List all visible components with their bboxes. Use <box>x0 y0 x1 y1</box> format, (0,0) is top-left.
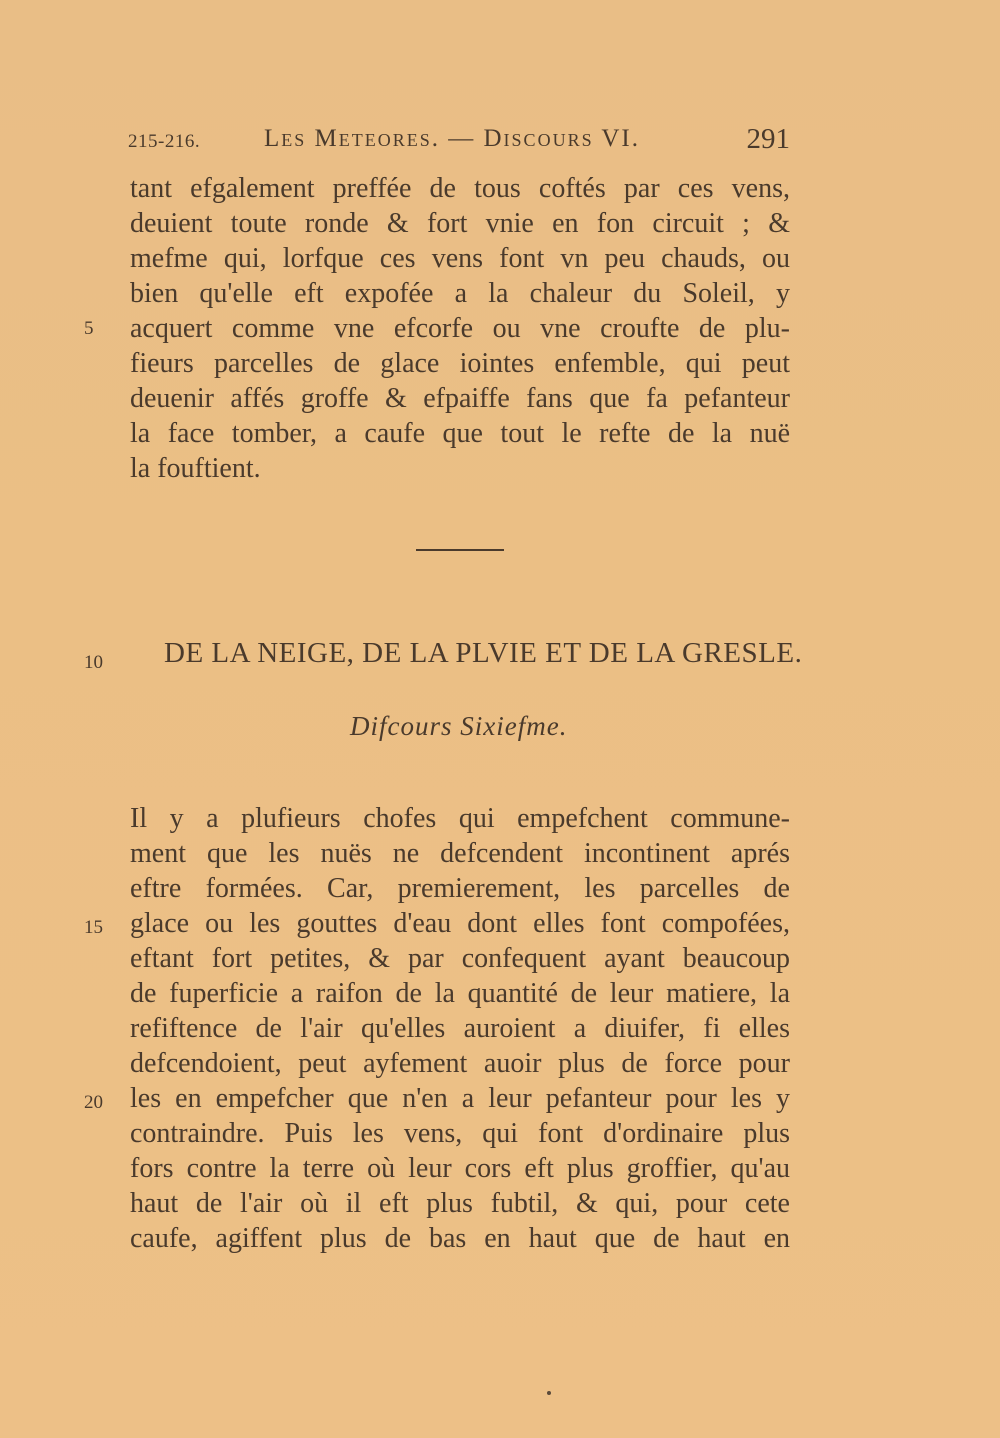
text-line: acquert comme vne efcorfe ou vne croufte de plu- <box>130 313 790 344</box>
text-line: refiftence de l'air qu'elles auroient a diuifer, fi elles <box>130 1013 790 1044</box>
section-subheading: Difcours Sixiefme. <box>350 711 568 741</box>
line-number: 20 <box>84 1092 103 1113</box>
line-number: 10 <box>84 652 103 673</box>
section-divider <box>416 549 504 551</box>
text-line: de fuperficie a raifon de la quantité de leur matiere, la <box>130 978 790 1009</box>
text-line: defcendoient, peut ayfement auoir plus de force pour <box>130 1048 790 1079</box>
text-line: fieurs parcelles de glace iointes enfemble, qui peut <box>130 348 790 379</box>
text-line: glace ou les gouttes d'eau dont elles font compofées, <box>130 908 790 939</box>
section-heading: DE LA NEIGE, DE LA PLVIE ET DE LA GRESLE. <box>164 637 803 669</box>
page-range: 215-216. <box>128 131 201 152</box>
text-line: caufe, agiffent plus de bas en haut que de haut en <box>130 1223 790 1254</box>
text-line: ment que les nuës ne defcendent incontinent aprés <box>130 838 790 869</box>
running-title: Les Meteores. — Discours VI. <box>264 125 641 152</box>
text-line: mefme qui, lorfque ces vens font vn peu chauds, ou <box>130 243 790 274</box>
text-line: eftant fort petites, & par confequent ayant beaucoup <box>130 943 790 974</box>
text-line: la fouftient. <box>130 453 261 484</box>
line-number: 5 <box>84 318 94 339</box>
text-line: contraindre. Puis les vens, qui font d'ordinaire plus <box>130 1118 790 1149</box>
line-number: 15 <box>84 917 103 938</box>
page-speck <box>547 1391 551 1395</box>
text-line: tant efgalement preffée de tous coftés par ces vens, <box>130 173 790 204</box>
text-line: deuient toute ronde & fort vnie en fon circuit ; & <box>130 208 790 239</box>
running-head <box>128 125 790 161</box>
text-line: deuenir affés groffe & efpaiffe fans que fa pefanteur <box>130 383 790 414</box>
text-line: haut de l'air où il eft plus fubtil, & qui, pour cete <box>130 1188 790 1219</box>
text-line: les en empefcher que n'en a leur pefanteur pour les y <box>130 1083 790 1114</box>
text-line: fors contre la terre où leur cors eft plus groffier, qu'au <box>130 1153 790 1184</box>
text-line: eftre formées. Car, premierement, les parcelles de <box>130 873 790 904</box>
text-line: la face tomber, a caufe que tout le refte de la nuë <box>130 418 790 449</box>
text-line: Il y a plufieurs chofes qui empefchent commune- <box>130 803 790 834</box>
text-line: bien qu'elle eft expofée a la chaleur du Soleil, y <box>130 278 790 309</box>
page-number: 291 <box>746 123 790 155</box>
